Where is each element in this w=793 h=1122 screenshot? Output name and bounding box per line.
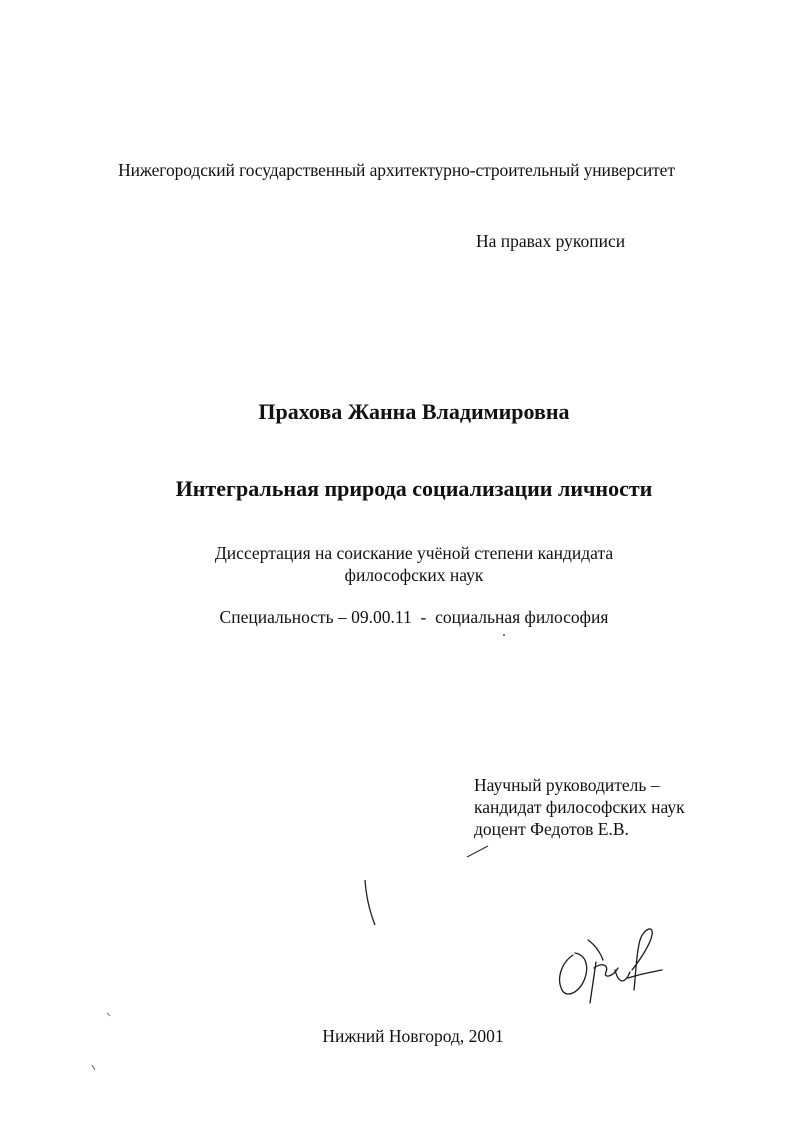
dissertation-title: Интегральная природа социализации личности xyxy=(175,476,653,501)
city-and-year: Нижний Новгород, 2001 xyxy=(322,1026,504,1046)
advisor-line: Научный руководитель – xyxy=(474,775,660,795)
scan-speck xyxy=(92,1065,95,1070)
thesis-line: Диссертация на соискание учёной степени кандидата xyxy=(214,543,614,563)
advisor-line: кандидат философских наук xyxy=(474,797,685,817)
specialty-text: Специальность – 09.00.11 - социальная философия xyxy=(219,607,609,627)
pen-dash xyxy=(467,846,488,857)
thesis-description xyxy=(0,542,793,586)
university-name: Нижегородский государственный архитектурно-строительный университет xyxy=(118,160,675,180)
pen-stroke xyxy=(365,880,375,925)
manuscript-rights-note: На правах рукописи xyxy=(476,231,626,251)
author-name: Прахова Жанна Владимировна xyxy=(258,399,570,424)
specialty-line xyxy=(0,606,793,628)
thesis-line: философских наук xyxy=(344,565,484,585)
advisor-line: доцент Федотов Е.В. xyxy=(474,819,629,839)
handwritten-signature xyxy=(560,929,662,1003)
scientific-advisor xyxy=(474,774,685,840)
ink-dot xyxy=(503,634,505,636)
scan-speck xyxy=(107,1013,110,1016)
